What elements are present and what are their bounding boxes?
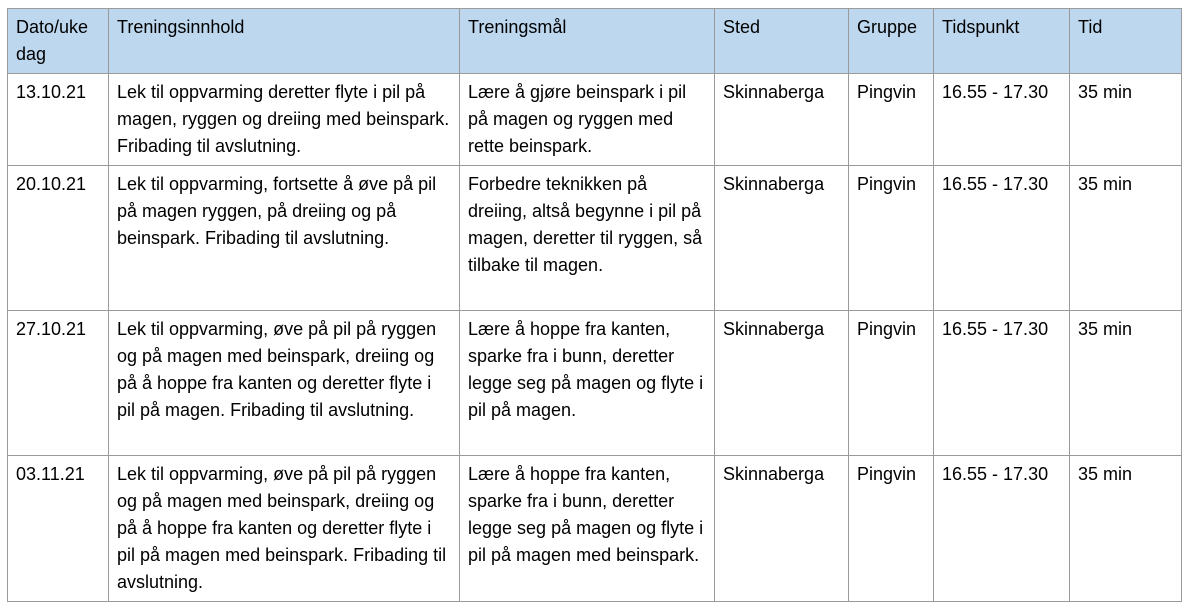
cell-content: Lek til oppvarming, fortsette å øve på pil på magen ryggen, på dreiing og på beinspark. Fribading til avslutning. bbox=[109, 166, 460, 311]
cell-date: 20.10.21 bbox=[8, 166, 109, 311]
header-place: Sted bbox=[715, 9, 849, 74]
cell-place: Skinnaberga bbox=[715, 456, 849, 602]
cell-date: 13.10.21 bbox=[8, 74, 109, 166]
header-goal: Treningsmål bbox=[460, 9, 715, 74]
header-date: Dato/uke dag bbox=[8, 9, 109, 74]
cell-goal: Lære å hoppe fra kanten, sparke fra i bunn, deretter legge seg på magen og flyte i pil på magen. bbox=[460, 311, 715, 456]
cell-duration: 35 min bbox=[1070, 166, 1182, 311]
cell-duration: 35 min bbox=[1070, 311, 1182, 456]
cell-duration: 35 min bbox=[1070, 456, 1182, 602]
table-row bbox=[8, 166, 1182, 311]
cell-timeslot: 16.55 - 17.30 bbox=[934, 456, 1070, 602]
cell-place: Skinnaberga bbox=[715, 74, 849, 166]
table-header-row bbox=[8, 9, 1182, 74]
cell-timeslot: 16.55 - 17.30 bbox=[934, 74, 1070, 166]
table-row bbox=[8, 311, 1182, 456]
cell-date: 27.10.21 bbox=[8, 311, 109, 456]
cell-goal: Forbedre teknikken på dreiing, altså begynne i pil på magen, deretter til ryggen, så tilbake til magen. bbox=[460, 166, 715, 311]
table-row bbox=[8, 456, 1182, 602]
cell-group: Pingvin bbox=[849, 166, 934, 311]
cell-group: Pingvin bbox=[849, 74, 934, 166]
cell-place: Skinnaberga bbox=[715, 311, 849, 456]
cell-content: Lek til oppvarming, øve på pil på ryggen og på magen med beinspark, dreiing og på å hoppe fra kanten og deretter flyte i pil på magen. Fribading til avslutning. bbox=[109, 311, 460, 456]
header-group: Gruppe bbox=[849, 9, 934, 74]
header-content: Treningsinnhold bbox=[109, 9, 460, 74]
cell-goal: Lære å hoppe fra kanten, sparke fra i bunn, deretter legge seg på magen og flyte i pil på magen med beinspark. bbox=[460, 456, 715, 602]
cell-group: Pingvin bbox=[849, 456, 934, 602]
cell-date: 03.11.21 bbox=[8, 456, 109, 602]
training-plan-table bbox=[7, 8, 1182, 602]
cell-duration: 35 min bbox=[1070, 74, 1182, 166]
table-row bbox=[8, 74, 1182, 166]
cell-group: Pingvin bbox=[849, 311, 934, 456]
cell-place: Skinnaberga bbox=[715, 166, 849, 311]
cell-content: Lek til oppvarming deretter flyte i pil på magen, ryggen og dreiing med beinspark. Fribading til avslutning. bbox=[109, 74, 460, 166]
header-timeslot: Tidspunkt bbox=[934, 9, 1070, 74]
header-duration: Tid bbox=[1070, 9, 1182, 74]
cell-timeslot: 16.55 - 17.30 bbox=[934, 311, 1070, 456]
cell-content: Lek til oppvarming, øve på pil på ryggen og på magen med beinspark, dreiing og på å hoppe fra kanten og deretter flyte i pil på magen med beinspark. Fribading til avslutning. bbox=[109, 456, 460, 602]
cell-timeslot: 16.55 - 17.30 bbox=[934, 166, 1070, 311]
cell-goal: Lære å gjøre beinspark i pil på magen og ryggen med rette beinspark. bbox=[460, 74, 715, 166]
